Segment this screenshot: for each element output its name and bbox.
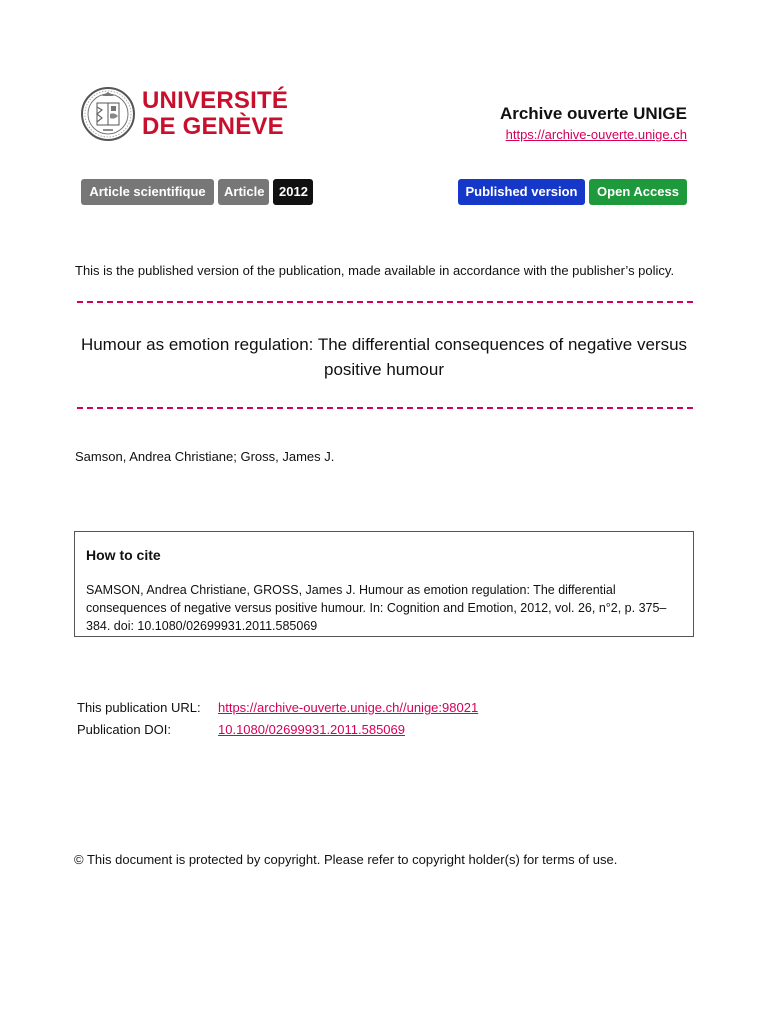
divider-bottom <box>77 407 693 409</box>
how-to-cite-box <box>74 531 694 637</box>
logo-line-1: UNIVERSITÉ <box>142 87 289 114</box>
publication-url-link[interactable]: https://archive-ouverte.unige.ch//unige:98021 <box>218 700 479 715</box>
university-logo <box>80 84 289 146</box>
badge-open-access: Open Access <box>589 179 687 205</box>
intro-statement: This is the published version of the publication, made available in accordance with the publisher’s policy. <box>75 263 675 278</box>
cite-text: SAMSON, Andrea Christiane, GROSS, James J. Humour as emotion regulation: The differential consequences of negative versus positive humour. In: Cognition and Emotion, 2012, vol. 26, n°2, p. 375–384. doi: 10.1080/02699931.2011.585069 <box>86 583 667 633</box>
badge-year: 2012 <box>273 179 313 205</box>
publication-doi-label: Publication DOI: <box>77 722 171 737</box>
archive-title: Archive ouverte UNIGE <box>499 104 687 123</box>
publication-url-label: This publication URL: <box>77 700 201 715</box>
publication-title: Humour as emotion regulation: The differential consequences of negative versus positive humour <box>80 335 688 379</box>
authors: Samson, Andrea Christiane; Gross, James J. <box>75 449 335 464</box>
logo-line-2: DE GENÈVE <box>142 113 284 140</box>
badge-published-version: Published version <box>458 179 585 205</box>
university-seal-icon <box>80 86 136 142</box>
copyright-notice: © This document is protected by copyright. Please refer to copyright holder(s) for terms of use. <box>74 852 618 867</box>
badge-article-type: Article scientifique <box>81 179 214 205</box>
archive-url-link[interactable]: https://archive-ouverte.unige.ch <box>505 127 687 142</box>
cite-heading: How to cite <box>86 547 161 563</box>
publication-doi-link[interactable]: 10.1080/02699931.2011.585069 <box>218 722 406 737</box>
badge-article-kind: Article <box>218 179 269 205</box>
divider-top <box>77 301 693 303</box>
